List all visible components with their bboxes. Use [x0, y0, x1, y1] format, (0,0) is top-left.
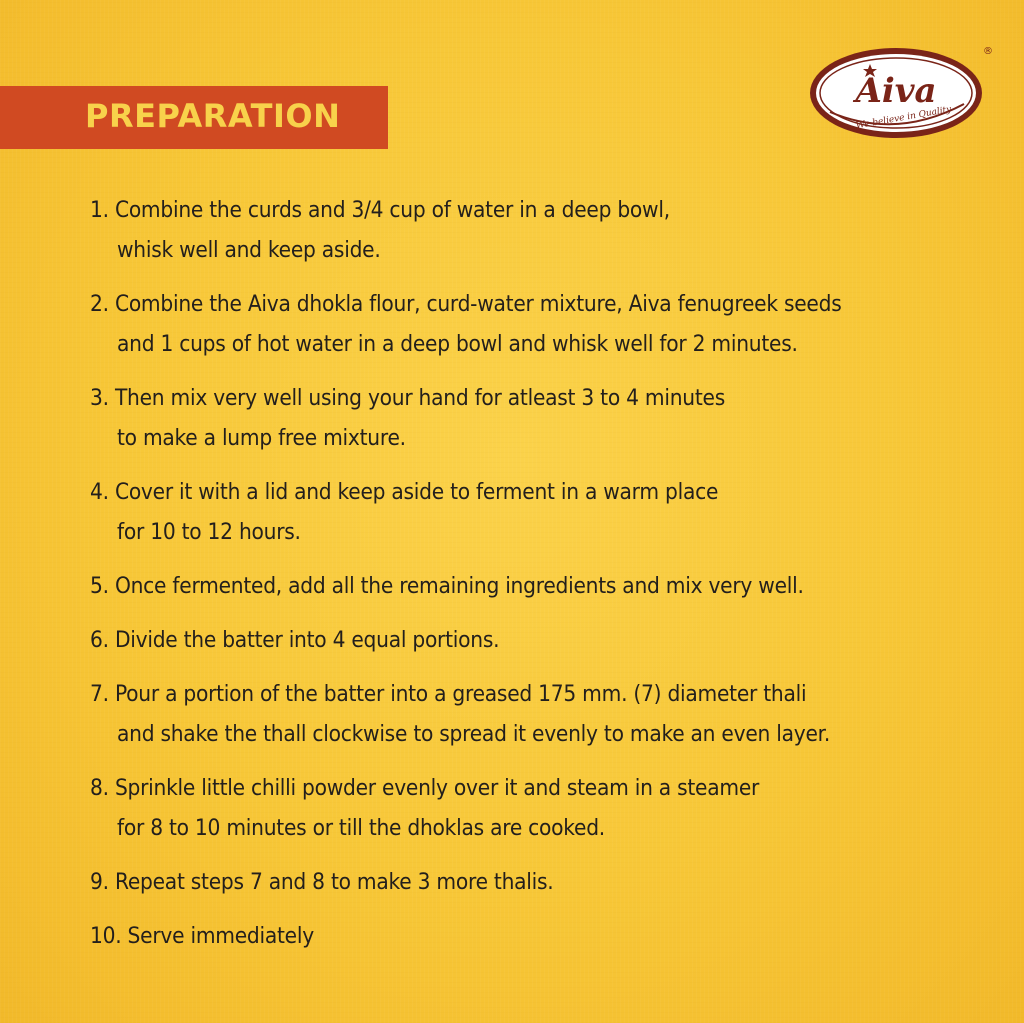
- section-title: PREPARATION: [85, 97, 341, 135]
- step-4: [90, 472, 990, 552]
- step-text: 8. Sprinkle little chilli powder evenly over it and steam in a steamer: [90, 775, 760, 801]
- step-text: 9. Repeat steps 7 and 8 to make 3 more thalis.: [90, 869, 554, 895]
- step-text: 10. Serve immediately: [90, 923, 314, 949]
- aiva-logo: [808, 40, 994, 140]
- step-8: [90, 768, 990, 848]
- step-text: 1. Combine the curds and 3/4 cup of water in a deep bowl,: [90, 197, 670, 223]
- logo-brand: Aiva: [855, 71, 937, 111]
- step-text-continued: to make a lump free mixture.: [117, 425, 406, 451]
- step-10: [90, 916, 990, 956]
- step-9: [90, 862, 990, 902]
- step-text-continued: for 10 to 12 hours.: [117, 519, 301, 545]
- step-3: [90, 378, 990, 458]
- step-text: 6. Divide the batter into 4 equal portions.: [90, 627, 500, 653]
- logo-registered-mark: ®: [983, 46, 993, 57]
- step-text: 7. Pour a portion of the batter into a greased 175 mm. (7) diameter thali: [90, 681, 807, 707]
- step-5: [90, 566, 990, 606]
- step-text-continued: whisk well and keep aside.: [117, 237, 381, 263]
- step-text: 4. Cover it with a lid and keep aside to ferment in a warm place: [90, 479, 719, 505]
- step-text: 3. Then mix very well using your hand for atleast 3 to 4 minutes: [90, 385, 725, 411]
- logo-tagline: We believe in Quality: [855, 104, 953, 132]
- step-text: 5. Once fermented, add all the remaining ingredients and mix very well.: [90, 573, 804, 599]
- step-2: [90, 284, 990, 364]
- step-text-continued: for 8 to 10 minutes or till the dhoklas are cooked.: [117, 815, 605, 841]
- step-1: [90, 190, 990, 270]
- step-text-continued: and shake the thall clockwise to spread it evenly to make an even layer.: [117, 721, 831, 747]
- section-banner: [0, 86, 388, 149]
- preparation-steps: [90, 190, 990, 970]
- step-text: 2. Combine the Aiva dhokla flour, curd-water mixture, Aiva fenugreek seeds: [90, 291, 842, 317]
- step-7: [90, 674, 990, 754]
- step-text-continued: and 1 cups of hot water in a deep bowl and whisk well for 2 minutes.: [117, 331, 798, 357]
- step-6: [90, 620, 990, 660]
